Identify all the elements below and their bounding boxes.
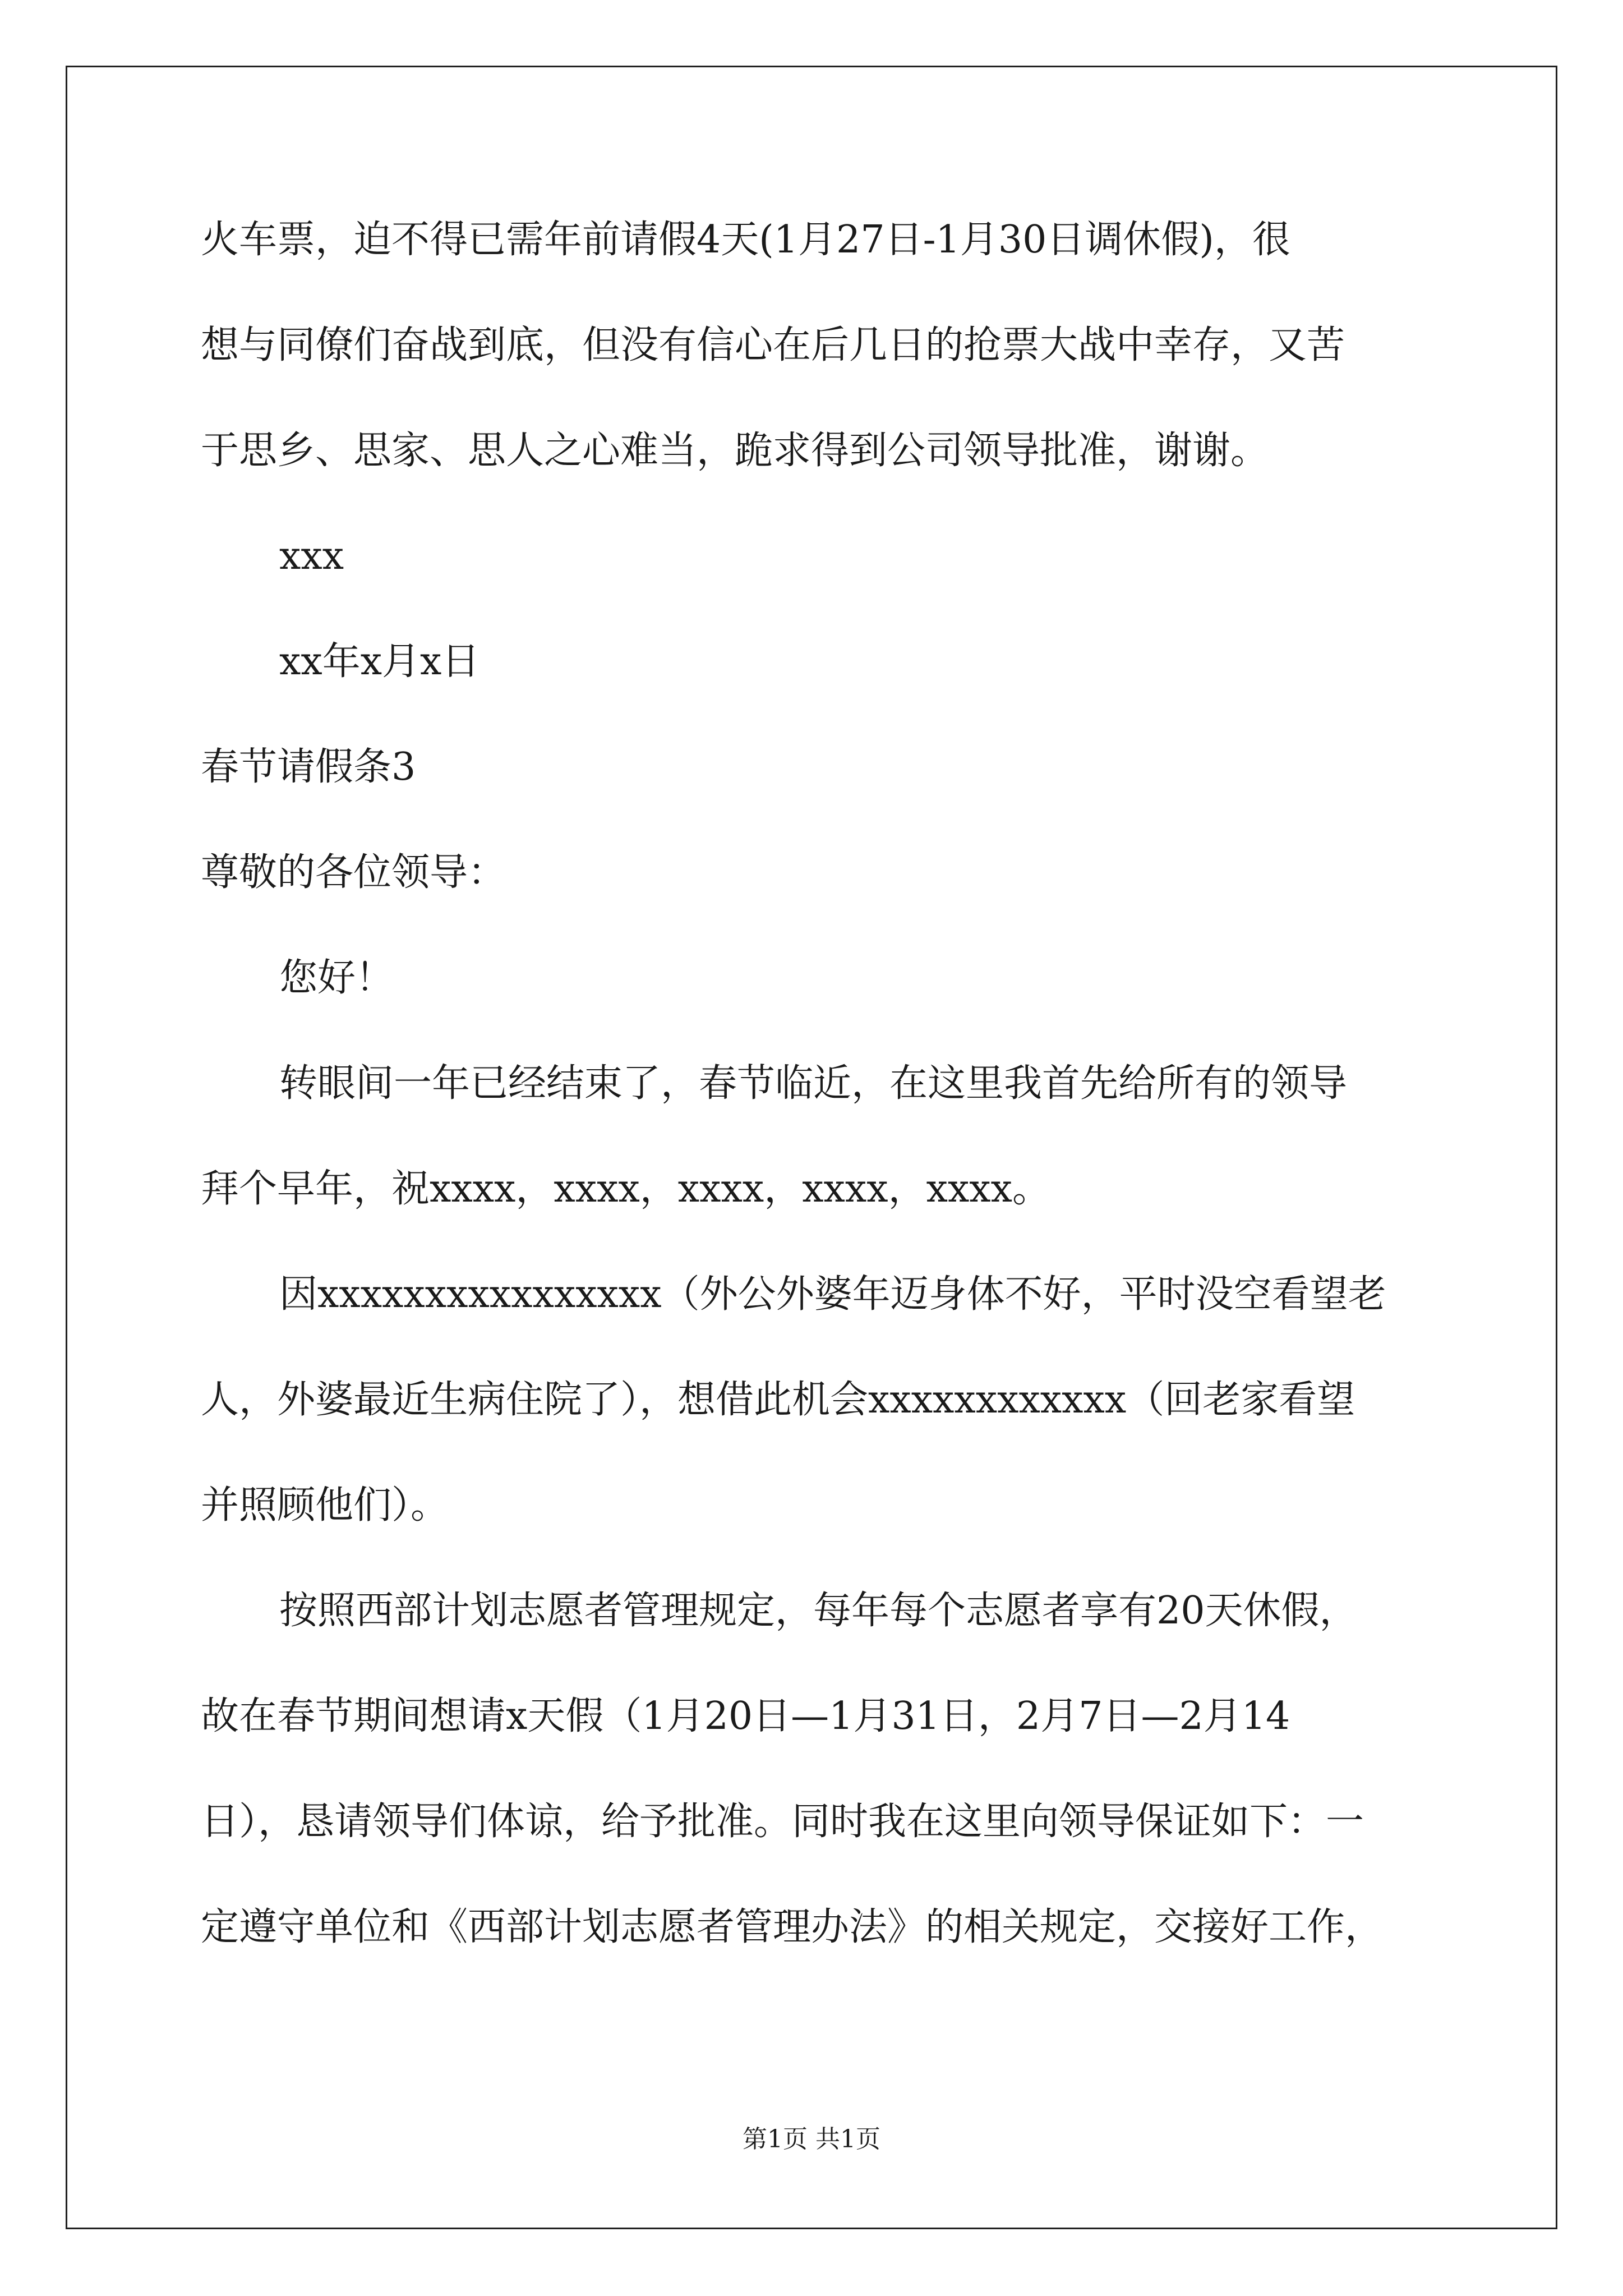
signature-date: xx年x月x日 [279,639,480,684]
text-line: 拜个早年，祝xxxx，xxxx，xxxx，xxxx，xxxx。 [201,1167,1050,1211]
signature-name: xxx [279,534,344,578]
text-line: 火车票，迫不得已需年前请假4天(1月27日-1月30日调休假)，很 [201,218,1290,262]
text-line: 按照西部计划志愿者管理规定，每年每个志愿者享有20天休假， [279,1589,1358,1633]
greeting: 您好！ [279,956,394,1000]
text-line: 并照顾他们）。 [201,1483,449,1527]
page-footer: 第1页 共1页 [743,2125,880,2154]
text-line: 日），恳请领导们体谅，给予批准。同时我在这里向领导保证如下：一 [201,1800,1364,1844]
text-line: 人，外婆最近生病住院了），想借此机会xxxxxxxxxxxx（回老家看望 [201,1378,1355,1422]
text-line: 故在春节期间想请x天假（1月20日—1月31日，2月7日—2月14 [201,1694,1290,1738]
text-line: 转眼间一年已经结束了，春节临近，在这里我首先给所有的领导 [279,1061,1348,1106]
text-line: 定遵守单位和《西部计划志愿者管理办法》的相关规定，交接好工作， [201,1905,1384,1949]
section-title: 春节请假条3 [201,745,416,789]
salutation: 尊敬的各位领导： [201,850,506,895]
document-body [201,213,1421,2006]
text-line: 因xxxxxxxxxxxxxxxx（外公外婆年迈身体不好，平时没空看望老 [279,1272,1386,1317]
text-line: 想与同僚们奋战到底，但没有信心在后几日的抢票大战中幸存，又苦 [201,323,1345,367]
text-line: 于思乡、思家、思人之心难当，跪求得到公司领导批准，谢谢。 [201,429,1269,473]
